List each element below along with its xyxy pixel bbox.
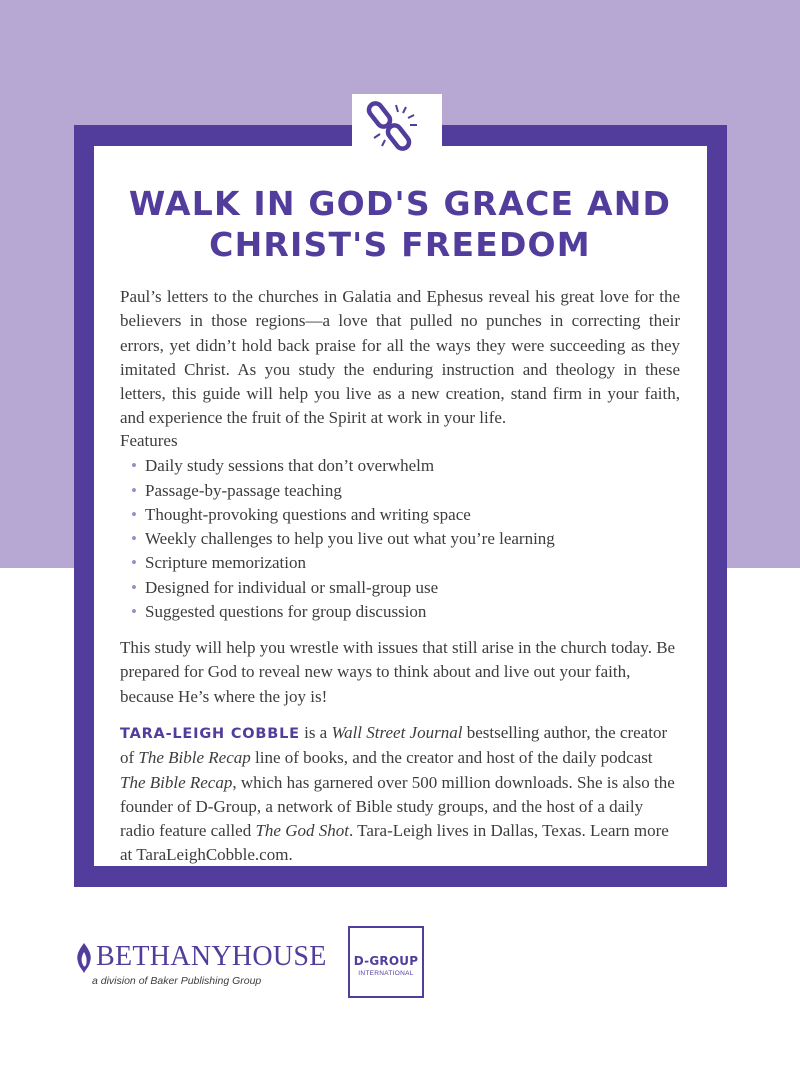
bio-text: bestselling author, the creator of: [120, 723, 668, 768]
bio-title-italic: The Bible Recap: [120, 772, 233, 792]
list-item: [120, 600, 680, 624]
bullet-icon: •: [131, 456, 137, 476]
bio-title-italic: Wall Street Journal: [331, 723, 463, 742]
bethany-house-name: BETHANYHOUSE: [96, 941, 327, 972]
list-item: [120, 527, 680, 551]
bullet-icon: •: [131, 602, 137, 622]
chain-badge: [352, 94, 442, 164]
author-name: TARA-LEIGH COBBLE: [120, 726, 300, 742]
flame-icon: [74, 942, 94, 974]
feature-text: Designed for individual or small-group use: [145, 577, 439, 597]
list-item: [120, 454, 680, 478]
bullet-icon: •: [131, 504, 137, 524]
author-bio: [120, 721, 680, 868]
bio-text: is a: [299, 723, 332, 742]
feature-text: Scripture memorization: [145, 553, 306, 573]
features-list: [120, 454, 680, 624]
bio-text: , which has garnered over 500 million downloads. She is also the founder of D-Group, a network of Bible study groups, and the host of a daily radio feature called: [120, 772, 675, 841]
bio-title-italic: The God Shot: [255, 821, 349, 841]
feature-text: Weekly challenges to help you live out what you’re learning: [145, 529, 555, 549]
d-group-name: D-GROUP: [353, 954, 419, 968]
bullet-icon: •: [131, 480, 137, 500]
title-line-1: WALK IN GOD'S GRACE AND: [128, 184, 672, 223]
feature-text: Suggested questions for group discussion: [145, 602, 427, 622]
broken-chain-icon: [360, 98, 434, 160]
list-item: [120, 551, 680, 575]
bullet-icon: •: [131, 553, 137, 573]
bethany-house-logo: [74, 940, 327, 990]
features-label: Features: [120, 431, 178, 450]
list-item: [120, 576, 680, 600]
d-group-logo: [348, 926, 424, 998]
intro-paragraph: Paul’s letters to the churches in Galatia and Ephesus reveal his great love for the believers in those regions—a love that pulled no punches in correcting their errors, yet didn’t hold back praise for all the ways they were succeeding as they imitated Christ. As you study the enduring instruction and theology in these letters, this guide will help you live as a new creation, stand firm in your faith, and experience the fruit of the Spirit at work in your life.: [120, 287, 680, 428]
feature-text: Thought-provoking questions and writing space: [145, 504, 471, 524]
bio-text: . Tara-Leigh lives in Dallas, Texas. Learn more at TaraLeighCobble.com.: [120, 821, 669, 865]
list-item: [120, 479, 680, 503]
bethany-house-tagline: a division of Baker Publishing Group: [92, 975, 262, 987]
bio-text: line of books, and the creator and host of the daily podcast: [250, 748, 653, 768]
d-group-subtitle: INTERNATIONAL: [358, 970, 414, 977]
feature-text: Daily study sessions that don’t overwhelm: [145, 456, 435, 476]
title-line-2: CHRIST'S FREEDOM: [209, 225, 591, 264]
closing-paragraph: This study will help you wrestle with issues that still arise in the church today. Be prepared for God to reveal new ways to think about and live out your faith, because He’s where the joy is!: [120, 638, 676, 706]
feature-text: Passage-by-passage teaching: [145, 480, 342, 500]
bio-title-italic: The Bible Recap: [138, 748, 251, 768]
bullet-icon: •: [131, 577, 137, 597]
page-title: [0, 183, 800, 265]
features-section: [120, 429, 680, 624]
list-item: [120, 503, 680, 527]
bullet-icon: •: [131, 529, 137, 549]
